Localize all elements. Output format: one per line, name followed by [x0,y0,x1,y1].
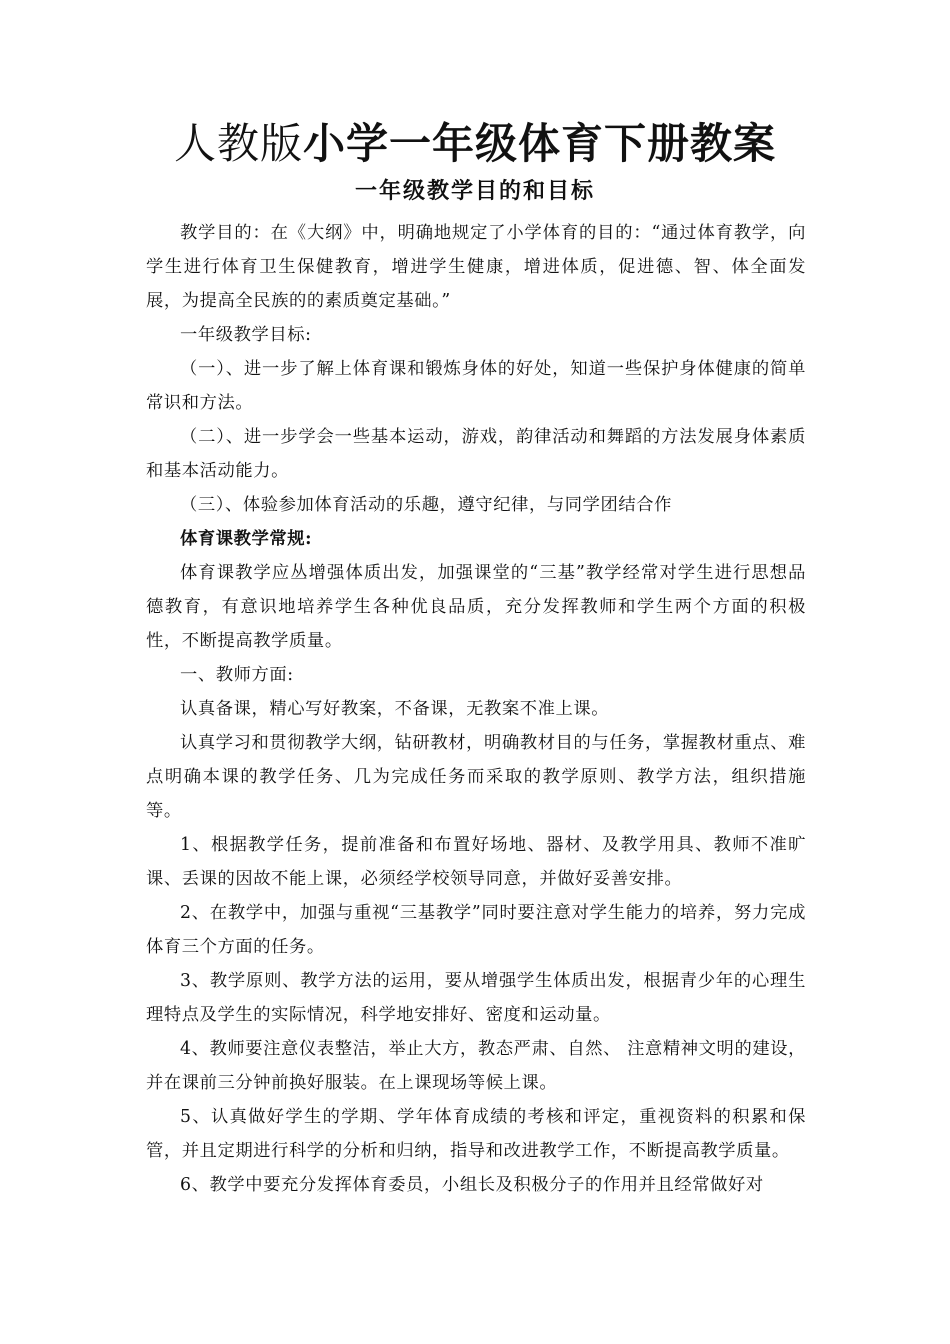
paragraph-goal-1: （一）、进一步了解上体育课和锻炼身体的好处，知道一些保护身体健康的简单常识和方法。 [146,359,806,413]
paragraph-item-1: 1、根据教学任务，提前准备和布置好场地、器材、及教学用具、教师不准旷课、丢课的因故不能上课，必须经学校领导同意，并做好妥善安排。 [146,835,806,889]
paragraph-item-5: 5、认真做好学生的学期、学年体育成绩的考核和评定，重视资料的积累和保管，并且定期进行科学的分析和归纳，指导和改进教学工作，不断提高教学质量。 [146,1107,806,1161]
document-title [0,116,950,172]
paragraph-goals-heading: 一年级教学目标: [180,325,312,345]
paragraph-goal-2: （二）、进一步学会一些基本运动，游戏，韵律活动和舞蹈的方法发展身体素质和基本活动能力。 [146,427,806,481]
paragraph-prepare: 认真备课，精心写好教案，不备课，无教案不准上课。 [180,699,610,719]
document-body [146,216,806,1202]
paragraph-teaching-purpose: 教学目的：在《大纲》中，明确地规定了小学体育的目的：“通过体育教学，向学生进行体育卫生保健教育，增进学生健康，增进体质，促进德、智、体全面发展，为提高全民族的的素质奠定基础。” [146,223,806,311]
title-prefix: 人教版 [173,119,303,168]
paragraph-teacher-heading: 一、教师方面: [180,665,294,685]
paragraph-item-6: 6、教学中要充分发挥体育委员，小组长及积极分子的作用并且经常做好对 [180,1175,764,1195]
document-subtitle: 一年级教学目的和目标 [354,178,595,204]
paragraph-item-4: 4、教师要注意仪表整洁，举止大方，教态严肃、自然、 注意精神文明的建设，并在课前三分钟前换好服装。在上课现场等候上课。 [146,1039,806,1093]
paragraph-goal-3: （三）、体验参加体育活动的乐趣，遵守纪律，与同学团结合作 [180,495,673,515]
paragraph-item-2: 2、在教学中，加强与重视“三基教学”同时要注意对学生能力的培养，努力完成体育三个方面的任务。 [146,903,806,957]
paragraph-routine-intro: 体育课教学应丛增强体质出发，加强课堂的“三基”教学经常对学生进行思想品德教育，有意识地培养学生各种优良品质，充分发挥教师和学生两个方面的积极性，不断提高教学质量。 [146,563,806,651]
section-heading-routine: 体育课教学常规: [180,529,313,549]
title-main: 小学一年级体育下册教案 [303,119,777,168]
paragraph-item-3: 3、教学原则、教学方法的运用，要从增强学生体质出发，根据青少年的心理生理特点及学生的实际情况，科学地安排好、密度和运动量。 [146,971,806,1025]
paragraph-study: 认真学习和贯彻教学大纲，钻研教材，明确教材目的与任务，掌握教材重点、难点明确本课的教学任务、几为完成任务而采取的教学原则、教学方法，组织措施等。 [146,733,806,821]
